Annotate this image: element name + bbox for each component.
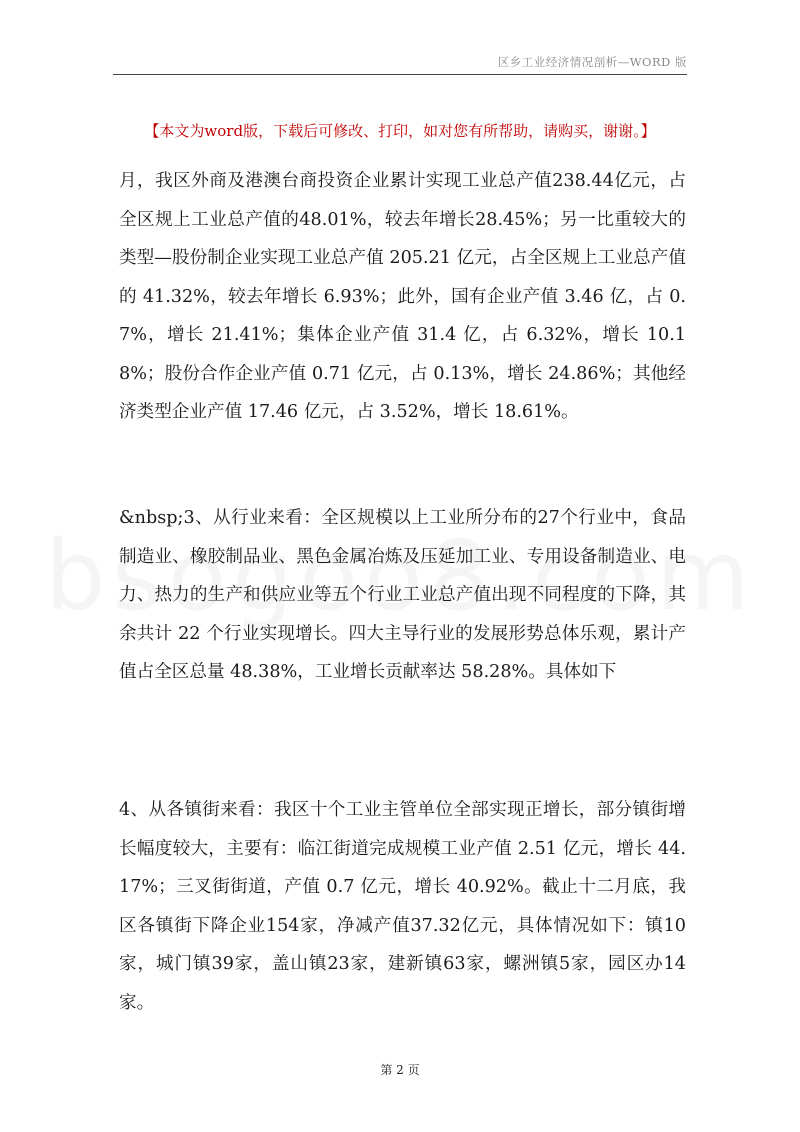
header-divider xyxy=(113,74,687,75)
paragraph-industry: &nbsp;3、从行业来看：全区规模以上工业所分布的27个行业中，食品制造业、橡胶制品业、黑色金属冶炼及压延加工业、专用设备制造业、电力、热力的生产和供应业等五个行业工业总产值出现不同程度的下降，其余共计 22 个行业实现增长。四大主导行业的发展形势总体乐观，累计产值占全区总量 48.38%，工业增长贡献率达 58.28%。具体如下 xyxy=(119,508,686,682)
purchase-notice: 【本文为word版，下载后可修改、打印，如对您有所帮助，请购买，谢谢。】 xyxy=(144,122,656,140)
paragraph-towns: 4、从各镇街来看：我区十个工业主管单位全部实现正增长，部分镇街增长幅度较大，主要有：临江街道完成规模工业产值 2.51 亿元，增长 44.17%；三叉街街道，产值 0.7 亿元，增长 40.92%。截止十二月底，我区各镇街下降企业154家，净减产值37.32亿元，具体情况如下：镇10家，城门镇39家，盖山镇23家，建新镇63家，螺洲镇5家，园区办14家。 xyxy=(119,800,686,1013)
page-header: 区乡工业经济情况剖析—WORD 版 xyxy=(497,55,687,69)
paragraph-enterprise-types: 月，我区外商及港澳台商投资企业累计实现工业总产值238.44亿元，占全区规上工业总产值的48.01%，较去年增长28.45%；另一比重较大的类型—股份制企业实现工业总产值 205.21 亿元，占全区规上工业总产值的 41.32%，较去年增长 6.93%；此外，国有企业产值 3.46 亿，占 0.7%，增长 21.41%；集体企业产值 31.4 亿，占 6.32%，增长 10.18%；股份合作企业产值 0.71 亿元，占 0.13%，增长 24.86%；其他经济类型企业产值 17.46 亿元，占 3.52%，增长 18.61%。 xyxy=(119,171,686,422)
page-number: 第 2 页 xyxy=(380,1063,420,1077)
